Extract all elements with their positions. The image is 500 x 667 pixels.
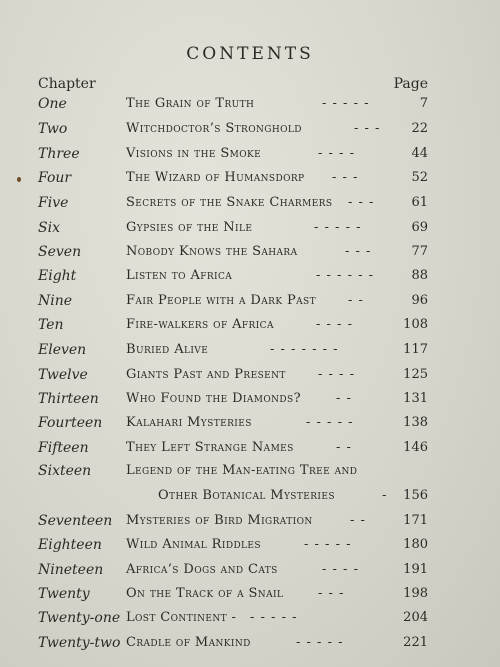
leader-dots: - - bbox=[350, 513, 366, 528]
page-number: 191 bbox=[403, 562, 428, 577]
page-number: 138 bbox=[403, 415, 428, 430]
list-item bbox=[0, 220, 500, 244]
chapter-title: Wild Animal Riddles bbox=[126, 537, 261, 552]
chapter-title: Witchdoctor’s Stronghold bbox=[126, 121, 302, 136]
leader-dots: - - - - - bbox=[296, 635, 344, 650]
leader-dots: - - - bbox=[345, 244, 372, 259]
leader-dots: - - - - bbox=[318, 367, 355, 382]
chapter-number: Six bbox=[38, 220, 60, 236]
chapter-number: Four bbox=[38, 170, 72, 186]
leader-dots: - - - - bbox=[316, 317, 353, 332]
page-number: 204 bbox=[403, 610, 428, 625]
list-item bbox=[0, 293, 500, 317]
chapter-title: Gypsies of the Nile bbox=[126, 220, 253, 235]
chapter-title: Kalahari Mysteries bbox=[126, 415, 252, 430]
chapter-title: Africa’s Dogs and Cats bbox=[126, 562, 278, 577]
page-number: 61 bbox=[411, 195, 428, 210]
page-number: 7 bbox=[419, 96, 428, 111]
list-item bbox=[0, 268, 500, 292]
list-item bbox=[0, 537, 500, 561]
list-item bbox=[0, 562, 500, 586]
list-item bbox=[0, 244, 500, 268]
leader-dots: - - - - - bbox=[250, 610, 298, 625]
leader-dots: - - - - bbox=[322, 562, 359, 577]
chapter-number: Fourteen bbox=[38, 415, 103, 431]
chapter-number: Ten bbox=[38, 317, 64, 333]
chapter-number: Thirteen bbox=[38, 391, 99, 407]
page-number: 22 bbox=[411, 121, 428, 136]
list-item bbox=[0, 415, 500, 439]
page-number: 221 bbox=[403, 635, 428, 650]
page-number: 125 bbox=[403, 367, 428, 382]
chapter-title: Legend of the Man-eating Tree and bbox=[126, 463, 358, 478]
page-number: 171 bbox=[403, 513, 428, 528]
chapter-title: Secrets of the Snake Charmers bbox=[126, 195, 333, 210]
list-item bbox=[0, 440, 500, 464]
leader-dots: - - - bbox=[354, 121, 381, 136]
chapter-title: Listen to Africa bbox=[126, 268, 233, 283]
leader-dots: - - - bbox=[348, 195, 375, 210]
chapter-number: Twelve bbox=[38, 367, 88, 383]
chapter-title: Nobody Knows the Sahara bbox=[126, 244, 298, 259]
chapter-number: Seventeen bbox=[38, 513, 113, 529]
leader-dots: - - - bbox=[332, 170, 359, 185]
contents-heading: CONTENTS bbox=[186, 44, 314, 64]
list-item bbox=[0, 513, 500, 537]
chapter-title: On the Track of a Snail bbox=[126, 586, 284, 601]
chapter-number: Eighteen bbox=[38, 537, 102, 553]
leader-dots: - - - - - bbox=[314, 220, 362, 235]
page-column-header: Page bbox=[393, 76, 428, 92]
chapter-title: Fire-walkers of Africa bbox=[126, 317, 274, 332]
chapter-title: Who Found the Diamonds? bbox=[126, 391, 301, 406]
leader-dots: - - - - - - bbox=[316, 268, 375, 283]
page-number: 96 bbox=[411, 293, 428, 308]
leader-dots: - - - - - - - bbox=[270, 342, 339, 357]
page-number: 88 bbox=[411, 268, 428, 283]
leader-dots: - - bbox=[336, 440, 352, 455]
chapter-number: Three bbox=[38, 146, 80, 162]
list-item bbox=[0, 610, 500, 634]
leader-dots: - - - - - bbox=[306, 415, 354, 430]
chapter-number: Fifteen bbox=[38, 440, 89, 456]
page-number: 69 bbox=[411, 220, 428, 235]
list-item bbox=[0, 342, 500, 366]
chapter-title: Lost Continent - bbox=[126, 610, 237, 625]
list-item bbox=[0, 195, 500, 219]
chapter-number: Twenty-two bbox=[38, 635, 121, 651]
chapter-title: They Left Strange Names bbox=[126, 440, 294, 455]
page-number: 131 bbox=[403, 391, 428, 406]
list-item bbox=[0, 391, 500, 415]
chapter-number: Eight bbox=[38, 268, 77, 284]
chapter-title: Other Botanical Mysteries bbox=[158, 488, 335, 503]
list-item bbox=[0, 317, 500, 341]
chapter-title: The Grain of Truth bbox=[126, 96, 255, 111]
chapter-title: Cradle of Mankind bbox=[126, 635, 251, 650]
chapter-title: The Wizard of Humansdorp bbox=[126, 170, 305, 185]
page-number: 198 bbox=[403, 586, 428, 601]
page-number: 52 bbox=[411, 170, 428, 185]
list-item bbox=[0, 96, 500, 120]
list-item bbox=[0, 488, 500, 512]
page-number: 146 bbox=[403, 440, 428, 455]
page-number: 117 bbox=[403, 342, 428, 357]
page-number: 77 bbox=[411, 244, 428, 259]
chapter-title: Visions in the Smoke bbox=[126, 146, 262, 161]
leader-dots: - - bbox=[348, 293, 364, 308]
list-item bbox=[0, 170, 500, 194]
list-item bbox=[0, 121, 500, 145]
chapter-title: Mysteries of Bird Migration bbox=[126, 513, 313, 528]
list-item bbox=[0, 146, 500, 170]
leader-dots: - - - - bbox=[318, 146, 355, 161]
chapter-title: Buried Alive bbox=[126, 342, 209, 357]
page-number: 180 bbox=[403, 537, 428, 552]
leader-dots: - - - - - bbox=[322, 96, 370, 111]
list-item bbox=[0, 586, 500, 610]
leader-dots: - - - bbox=[318, 586, 345, 601]
page-number: 108 bbox=[403, 317, 428, 332]
chapter-number: Nineteen bbox=[38, 562, 104, 578]
chapter-title: Giants Past and Present bbox=[126, 367, 286, 382]
chapter-number: Five bbox=[38, 195, 69, 211]
leader-dots: - - - - - bbox=[304, 537, 352, 552]
list-item bbox=[0, 635, 500, 659]
chapter-number: One bbox=[38, 96, 67, 112]
chapter-number: Twenty-one bbox=[38, 610, 121, 626]
list-item bbox=[0, 463, 500, 487]
page-number: 156 bbox=[403, 488, 428, 503]
chapter-number: Eleven bbox=[38, 342, 87, 358]
list-item bbox=[0, 367, 500, 391]
leader-dots: - - bbox=[336, 391, 352, 406]
chapter-number: Seven bbox=[38, 244, 82, 260]
chapter-number: Nine bbox=[38, 293, 73, 309]
chapter-number: Twenty bbox=[38, 586, 90, 602]
chapter-number: Two bbox=[38, 121, 68, 137]
chapter-title: Fair People with a Dark Past bbox=[126, 293, 317, 308]
leader-dots: - bbox=[382, 488, 388, 503]
page-number: 44 bbox=[411, 146, 428, 161]
chapter-column-header: Chapter bbox=[38, 76, 96, 92]
chapter-number: Sixteen bbox=[38, 463, 92, 479]
